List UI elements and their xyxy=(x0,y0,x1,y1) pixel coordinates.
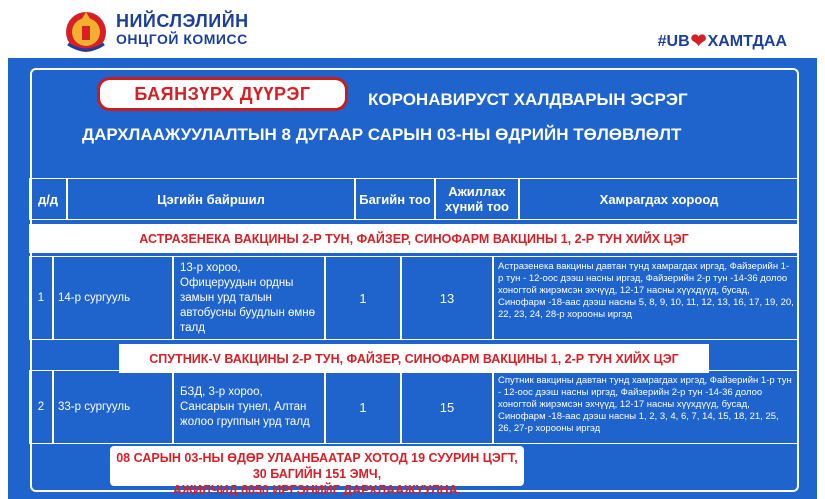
header-no: д/д xyxy=(29,178,67,220)
city-emblem-icon xyxy=(60,4,112,56)
district-label: БАЯНЗҮРХ ДҮҮРЭГ xyxy=(100,80,345,108)
row2-no: 2 xyxy=(29,370,53,444)
title-line2: ДАРХЛААЖУУЛАЛТЫН 8 ДУГААР САРЫН 03-НЫ ӨДРИЙН ТӨЛӨВЛӨЛТ xyxy=(82,125,682,144)
org-name-line1: НИЙСЛЭЛИЙН xyxy=(116,11,249,31)
page-header xyxy=(0,0,825,58)
group-label-1: АСТРАЗЕНЕКА ВАКЦИНЫ 2-Р ТУН, ФАЙЗЕР, СИНОФАРМ ВАКЦИНЫ 1, 2-Р ТУН ХИЙХ ЦЭГ xyxy=(139,231,689,246)
row1-teams: 1 xyxy=(325,256,401,340)
header-location: Цэгийн байршил xyxy=(67,178,355,220)
group-label-2: СПУТНИК-V ВАКЦИНЫ 2-Р ТУН, ФАЙЗЕР, СИНОФАРМ ВАКЦИНЫ 1, 2-Р ТУН ХИЙХ ЦЭГ xyxy=(149,351,679,366)
row2-people: 15 xyxy=(401,370,493,444)
header-people: Ажиллах хүний тоо xyxy=(435,178,519,220)
campaign-slogan xyxy=(658,30,787,53)
title-line1: КОРОНАВИРУСТ ХАЛДВАРЫН ЭСРЭГ xyxy=(368,90,688,109)
row1-no: 1 xyxy=(29,256,53,340)
org-name-line2: ОНЦГОЙ КОМИСС xyxy=(116,31,248,47)
row2-address: БЗД, 3-р хороо, Сансарын тунел, Алтан жолоо группын урд талд xyxy=(173,370,325,444)
row1-people: 13 xyxy=(401,256,493,340)
row2-site: 33-р сургууль xyxy=(53,370,173,444)
header-coverage: Хамрагдах хороод xyxy=(519,178,799,220)
row1-address: 13-р хороо, Офицеруудын ордны замын урд талын автобусны буудлын өмнө талд xyxy=(173,256,325,340)
footer-line2: АЖИЛЧИД 8050 ИРГЭНИЙГ ДАРХЛААЖУУЛНА. xyxy=(172,483,462,497)
row1-coverage: Астразенека вакцины давтан тунд хамрагдах иргэд, Файзерийн 1-р тун - 12-оос дээш насны иргэд, Файзерийн 2-р тун -14-36 долоо хоногтой жирэмсэн эхчүүд, 12-17 насны хүүхдүүд, бусад, Синофарм -18-аас дээш насны 5, 8, 9, 10, 11, 12, 13, 16, 17, 19, 20, 22, 23, 24, 28-р хорооны иргэд xyxy=(493,256,799,340)
slogan-suffix: ХАМТДАА xyxy=(707,32,787,50)
header-teams: Багийн тоо xyxy=(355,178,435,220)
row2-teams: 1 xyxy=(325,370,401,444)
summary-footer xyxy=(110,446,524,497)
footer-line1: 08 САРЫН 03-НЫ ӨДӨР УЛААНБААТАР ХОТОД 19 СУУРИН ЦЭГТ, 30 БАГИЙН 151 ЭМЧ, xyxy=(116,451,518,481)
row1-site: 14-р сургууль xyxy=(53,256,173,340)
group-band-2 xyxy=(119,344,709,373)
group-band-1 xyxy=(29,224,799,253)
schedule-table xyxy=(29,178,799,448)
heart-icon: ❤ xyxy=(690,31,707,52)
org-name xyxy=(116,12,249,48)
slogan-prefix: #UB xyxy=(657,32,690,50)
row2-coverage: Спутник вакцины давтан тунд хамрагдах иргэд, Файзерийн 1-р тун - 12-оос дээш насны иргэд, Файзерийн 2-р тун -14-36 долоо хоногтой жирэмсэн эхчүүд, 12-17 насны хүүхдүүд, бусад, Синофарм -18-аас дээш насны 1, 2, 3, 4, 6, 7, 14, 15, 18, 21, 25, 26, 27-р хорооны иргэд xyxy=(493,370,799,444)
